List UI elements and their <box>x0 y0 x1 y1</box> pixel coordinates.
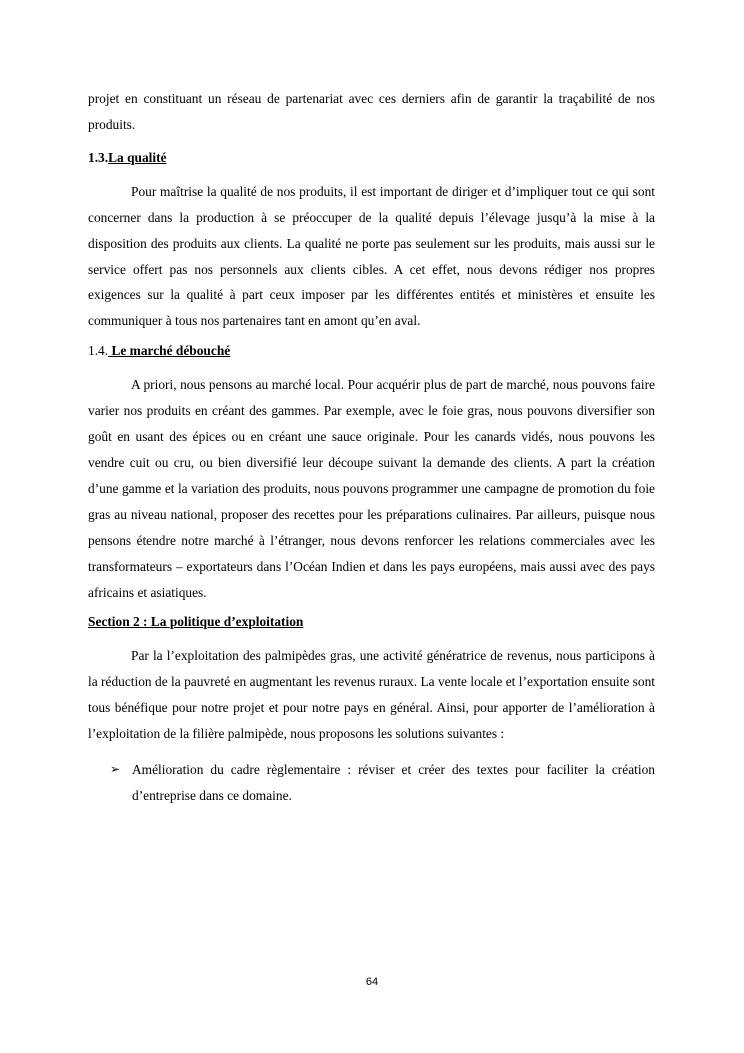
heading-1-3-title: La qualité <box>108 149 167 165</box>
heading-1-4-title: Le marché débouché <box>108 343 231 359</box>
heading-section-2-title: Section 2 : La politique d’exploitation <box>88 614 304 630</box>
heading-1-3 <box>88 148 655 168</box>
heading-1-4 <box>88 341 655 361</box>
bullet-item-text: Amélioration du cadre règlementaire : réviser et créer des textes pour faciliter la création d’entreprise dans ce domaine. <box>132 762 655 803</box>
page-number: 64 <box>365 976 379 988</box>
quality-paragraph: Pour maîtrise la qualité de nos produits, il est important de diriger et d’impliquer tout ce qui sont concerner dans la production à se préoccuper de la qualité depuis l’élevage jusqu’à la mise à la disposition des produits aux clients. La qualité ne porte pas seulement sur les produits, mais aussi sur le service offert pas nos personnels aux clients cibles. A cet effet, nous devons rédiger nos propres exigences sur la qualité à part ceux imposer par les différentes entités et ministères et ensuite les communiquer à tous nos partenaires tant en amont qu’en aval. <box>88 183 655 329</box>
heading-1-3-number: 1.3. <box>88 149 109 165</box>
exploitation-paragraph: Par la l’exploitation des palmipèdes gras, une activité génératrice de revenus, nous participons à la réduction de la pauvreté en augmentant les revenus ruraux. La vente locale et l’exportation ensuite sont tous bénéfique pour notre projet et pour notre pays en général. Ainsi, pour apporter de l’amélioration à l’exploitation de la filière palmipède, nous proposons les solutions suivantes : <box>88 648 655 742</box>
bullet-item <box>88 757 655 809</box>
document-page <box>88 88 655 809</box>
heading-section-2 <box>88 612 655 632</box>
heading-1-4-number: 1.4. <box>88 343 109 359</box>
arrow-bullet-icon: ➢ <box>110 762 121 777</box>
market-paragraph: A priori, nous pensons au marché local. Pour acquérir plus de part de marché, nous pouvons faire varier nos produits en créant des gammes. Par exemple, avec le foie gras, nous pouvons diversifier son goût en usant des épices ou en créant une sauce originale. Pour les canards vidés, nous pouvons les vendre cuit ou cru, ou bien diversifié leur découpe suivant la demande des clients. A part la création d’une gamme et la variation des produits, nous pouvons programmer une campagne de promotion du foie gras au niveau national, proposer des recettes pour les préparations culinaires. Par ailleurs, puisque nous pensons étendre notre marché à l’étranger, nous devons renforcer les relations commerciales avec les transformateurs – exportateurs dans l’Océan Indien et dans les pays européens, mais aussi avec des pays africains et asiatiques. <box>88 377 655 600</box>
continuation-paragraph: projet en constituant un réseau de partenariat avec ces derniers afin de garantir la traçabilité de nos produits. <box>88 91 655 132</box>
